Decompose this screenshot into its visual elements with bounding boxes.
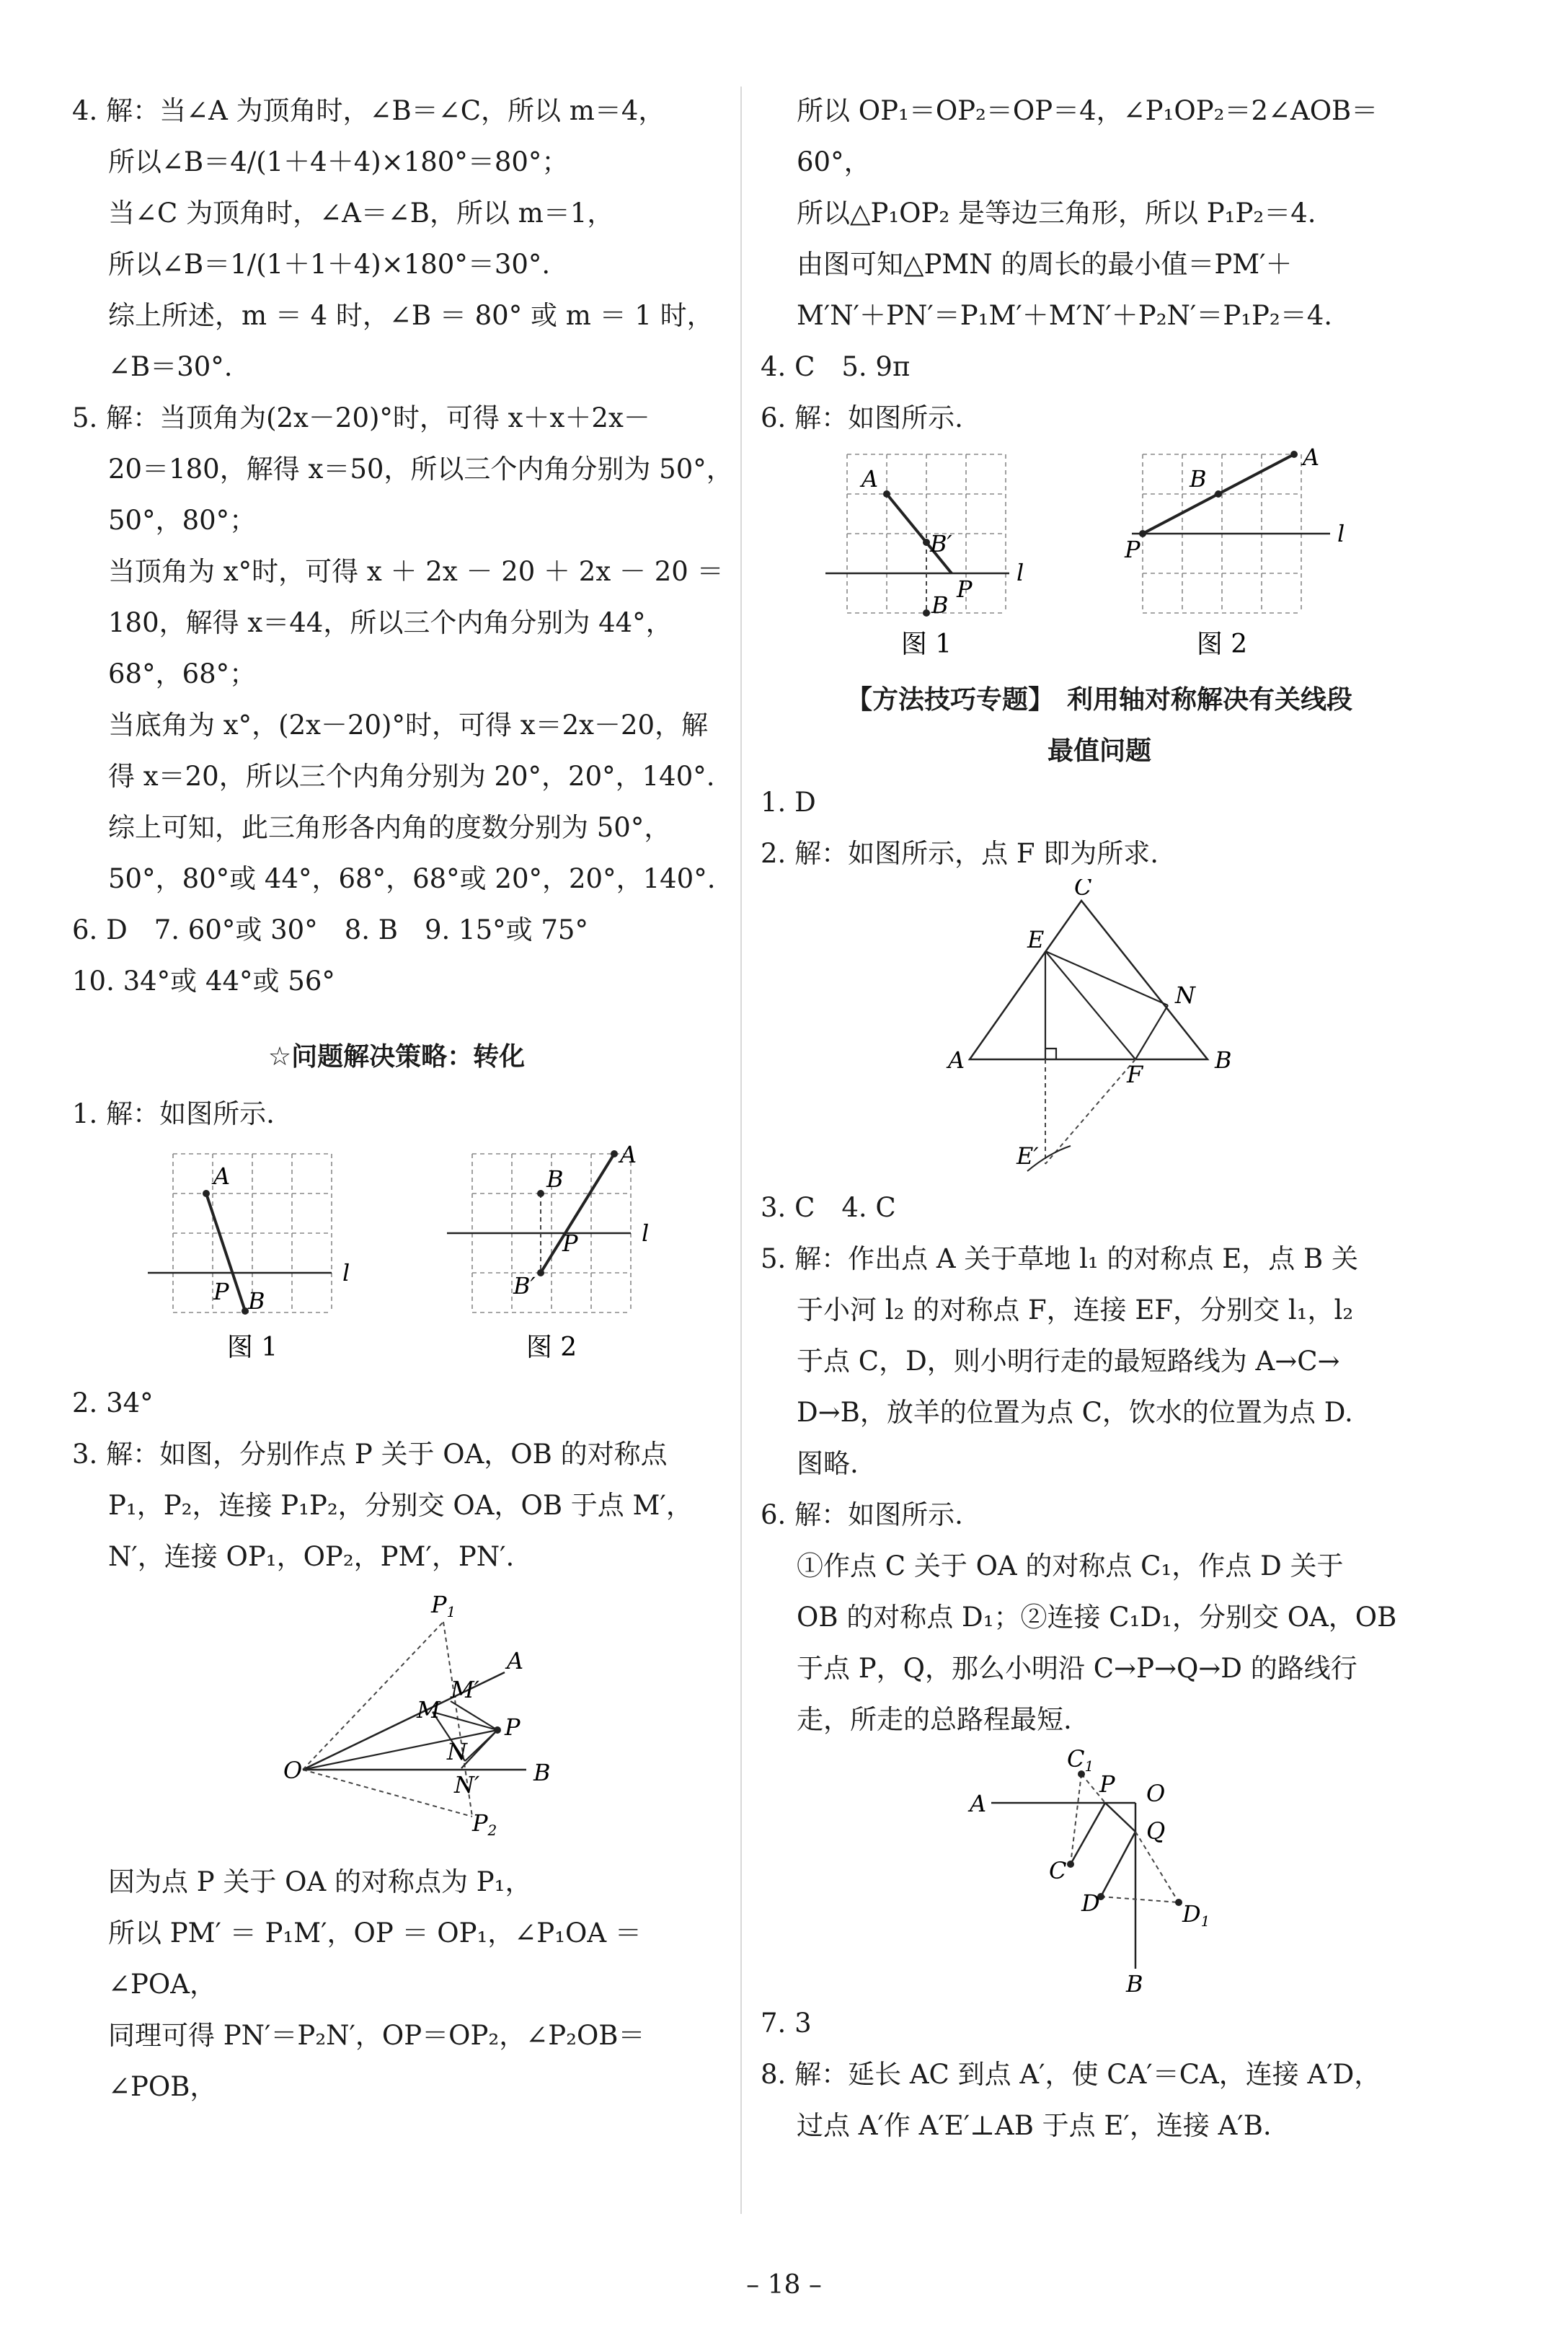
label-e: E	[1027, 926, 1045, 953]
point-a	[1290, 451, 1298, 458]
label-m: M	[417, 1696, 440, 1724]
left-column	[72, 85, 733, 2112]
label-p2: P2	[472, 1809, 497, 1839]
point-p	[494, 1726, 501, 1734]
solid-lines	[303, 1701, 497, 1770]
right-column	[761, 85, 1438, 2151]
label-a: A	[620, 1141, 637, 1168]
text-line: ∠B＝30°.	[108, 351, 233, 382]
label-l: l	[642, 1219, 650, 1247]
grid-figure-pair	[72, 1139, 721, 1377]
text-line: 综上可知，此三角形各内角的度数分别为 50°，	[108, 812, 671, 843]
grid-figures	[761, 444, 1438, 674]
label-l: l	[1016, 559, 1024, 586]
label-b: B	[1190, 465, 1207, 493]
label-n-prime: N′	[454, 1771, 480, 1799]
text-line: ∠POB，	[108, 2071, 217, 2102]
point-b-prime	[923, 539, 930, 546]
text-line: 3. 解：如图，分别作点 P 关于 OA，OB 的对称点	[72, 1439, 668, 1470]
text-line: 所以△P₁OP₂ 是等边三角形，所以 P₁P₂＝4.	[797, 198, 1316, 229]
text-line: N′，连接 OP₁，OP₂，PM′，PN′.	[108, 1541, 515, 1572]
point-b	[537, 1190, 544, 1197]
text-line: 过点 A′作 A′E′⊥AB 于点 E′，连接 A′B.	[797, 2110, 1272, 2141]
figure-caption: 图 2	[1196, 630, 1248, 659]
label-p: P	[1099, 1770, 1115, 1798]
label-d: D	[1081, 1889, 1100, 1917]
text-line: 综上所述，m ＝ 4 时，∠B ＝ 80° 或 m ＝ 1 时，	[108, 300, 714, 331]
point-d1	[1175, 1899, 1182, 1906]
text-line: M′N′＋PN′＝P₁M′＋M′N′＋P₂N′＝P₁P₂＝4.	[797, 300, 1333, 331]
point-c	[1067, 1861, 1074, 1868]
label-p: P	[562, 1230, 578, 1257]
dashed-lines	[303, 1622, 472, 1817]
label-m-prime: M′	[451, 1676, 480, 1703]
label-p: P	[213, 1278, 229, 1305]
text-line: 于点 P，Q，那么小明沿 C→P→Q→D 的路线行	[797, 1653, 1357, 1684]
label-b: B	[248, 1287, 265, 1315]
text-line: 4. 解：当∠A 为顶角时，∠B＝∠C，所以 m＝4，	[72, 95, 665, 126]
label-l: l	[342, 1259, 350, 1287]
label-c: C	[1074, 879, 1092, 901]
text-line: 50°，80°；	[108, 505, 257, 536]
label-l: l	[1337, 520, 1345, 547]
label-p: P	[1125, 536, 1140, 563]
text-line: 于小河 l₂ 的对称点 F，连接 EF，分别交 l₁，l₂	[797, 1294, 1354, 1325]
figure-caption: 图 1	[226, 1333, 278, 1362]
text-line: 7. 3	[761, 2008, 812, 2039]
text-line: 6. 解：如图所示.	[761, 402, 963, 433]
text-line: 当∠C 为顶角时，∠A＝∠B，所以 m＝1，	[108, 198, 614, 229]
text-line: 因为点 P 关于 OA 的对称点为 P₁，	[108, 1866, 532, 1897]
point-b-prime	[537, 1269, 544, 1276]
corner-figure	[761, 1745, 1438, 1998]
text-line: 68°，68°；	[108, 658, 257, 689]
text-line: ①作点 C 关于 OA 的对称点 C₁，作点 D 关于	[797, 1550, 1344, 1581]
text-line: 所以∠B＝4/(1＋4＋4)×180°＝80°；	[108, 146, 569, 177]
triangle-figure	[761, 879, 1438, 1182]
label-n: N	[1175, 981, 1195, 1009]
label-o: O	[283, 1757, 303, 1784]
text-line: 所以 PM′ ＝ P₁M′，OP ＝ OP₁，∠P₁OA ＝	[108, 1918, 642, 1949]
label-f: F	[1127, 1061, 1143, 1088]
text-line: 60°，	[797, 146, 871, 177]
text-line: 50°，80°或 44°，68°，68°或 20°，20°，140°.	[108, 863, 716, 894]
text-line: D→B，放羊的位置为点 C，饮水的位置为点 D.	[797, 1397, 1353, 1428]
point-a	[203, 1190, 210, 1197]
text-line: 1. D	[761, 787, 816, 818]
text-line: 当底角为 x°，(2x－20)°时，可得 x＝2x－20，解	[108, 710, 709, 741]
solid-lines	[1045, 951, 1168, 1059]
text-line: 6. 解：如图所示.	[761, 1499, 963, 1530]
label-c: C	[1049, 1857, 1067, 1884]
grid-figures	[72, 1139, 721, 1377]
page-number: – 18 –	[746, 2270, 822, 2300]
label-p1: P1	[431, 1591, 456, 1620]
text-line: 当顶角为 x°时，可得 x ＋ 2x － 20 ＋ 2x － 20 ＝	[108, 556, 724, 587]
column-divider	[740, 87, 742, 2214]
label-n: N	[447, 1738, 467, 1765]
text-line: OB 的对称点 D₁；②连接 C₁D₁，分别交 OA，OB	[797, 1602, 1397, 1633]
label-a: A	[1303, 444, 1320, 471]
point-b	[923, 609, 930, 617]
label-c1: C1	[1067, 1745, 1094, 1775]
text-line: 10. 34°或 44°或 56°	[72, 966, 335, 997]
text-line: 180，解得 x＝44，所以三个内角分别为 44°，	[108, 607, 673, 638]
label-q: Q	[1146, 1817, 1166, 1845]
section-title: 【方法技巧专题】 利用轴对称解决有关线段	[846, 685, 1352, 715]
text-line: 所以 OP₁＝OP₂＝OP＝4，∠P₁OP₂＝2∠AOB＝	[797, 95, 1378, 126]
text-line: 4. C 5. 9π	[761, 351, 911, 382]
triangle-diagram	[761, 879, 1438, 1182]
text-line: 20＝180，解得 x＝50，所以三个内角分别为 50°，	[108, 454, 733, 485]
label-b-prime: B′	[930, 530, 952, 557]
label-a: A	[970, 1790, 987, 1817]
path-diagram	[761, 1745, 1438, 1998]
text-line: 2. 34°	[72, 1387, 154, 1418]
label-a: A	[948, 1046, 965, 1074]
text-line: 走，所走的总路程最短.	[797, 1704, 1072, 1735]
section-title: 最值问题	[1047, 736, 1151, 766]
label-e-prime: E′	[1016, 1142, 1039, 1170]
text-line: 3. C 4. C	[761, 1192, 896, 1223]
text-line: 1. 解：如图所示.	[72, 1098, 275, 1129]
label-p: P	[505, 1713, 521, 1741]
label-a: A	[213, 1162, 231, 1190]
label-b: B	[533, 1759, 551, 1786]
text-line: 2. 解：如图所示，点 F 即为所求.	[761, 838, 1159, 869]
label-b: B	[546, 1165, 564, 1193]
text-line: ∠POA，	[108, 1969, 216, 2000]
point-a	[883, 490, 890, 498]
reflection-diagram	[72, 1582, 721, 1856]
label-p: P	[957, 575, 973, 603]
point-b	[1215, 490, 1222, 498]
label-b-prime: B′	[513, 1272, 536, 1300]
label-o: O	[1146, 1780, 1166, 1807]
text-line: 5. 解：作出点 A 关于草地 l₁ 的对称点 E，点 B 关	[761, 1243, 1358, 1274]
figure-caption: 图 2	[526, 1333, 577, 1362]
text-line: 由图可知△PMN 的周长的最小值＝PM′＋	[797, 249, 1293, 280]
section-title: ☆问题解决策略：转化	[267, 1042, 526, 1072]
text-line: 于点 C，D，则小明行走的最短路线为 A→C→	[797, 1346, 1340, 1377]
label-b: B	[1126, 1970, 1143, 1998]
text-line: 6. D 7. 60°或 30° 8. B 9. 15°或 75°	[72, 914, 588, 945]
grid-figure-pair	[761, 444, 1438, 674]
text-line: 得 x＝20，所以三个内角分别为 20°，20°，140°.	[108, 761, 715, 792]
label-d1: D1	[1182, 1900, 1210, 1930]
point-a	[611, 1150, 618, 1157]
triangle-acb	[970, 901, 1208, 1059]
label-a: A	[861, 465, 879, 493]
angle-figure	[72, 1582, 721, 1856]
text-line: 8. 解：延长 AC 到点 A′，使 CA′＝CA，连接 A′D，	[761, 2059, 1381, 2090]
solid-lines	[991, 1803, 1135, 1969]
text-line: 图略.	[797, 1448, 859, 1479]
text-line: P₁，P₂，连接 P₁P₂，分别交 OA，OB 于点 M′，	[108, 1490, 693, 1521]
label-b: B	[931, 591, 949, 619]
label-b: B	[1215, 1046, 1232, 1074]
figure-caption: 图 1	[900, 630, 952, 659]
label-a: A	[507, 1647, 524, 1674]
text-line: 同理可得 PN′＝P₂N′，OP＝OP₂，∠P₂OB＝	[108, 2020, 645, 2051]
dashed-lines	[1045, 1059, 1135, 1164]
text-line: 所以∠B＝1/(1＋1＋4)×180°＝30°.	[108, 249, 551, 280]
text-line: 5. 解：当顶角为(2x－20)°时，可得 x＋x＋2x－	[72, 402, 650, 433]
